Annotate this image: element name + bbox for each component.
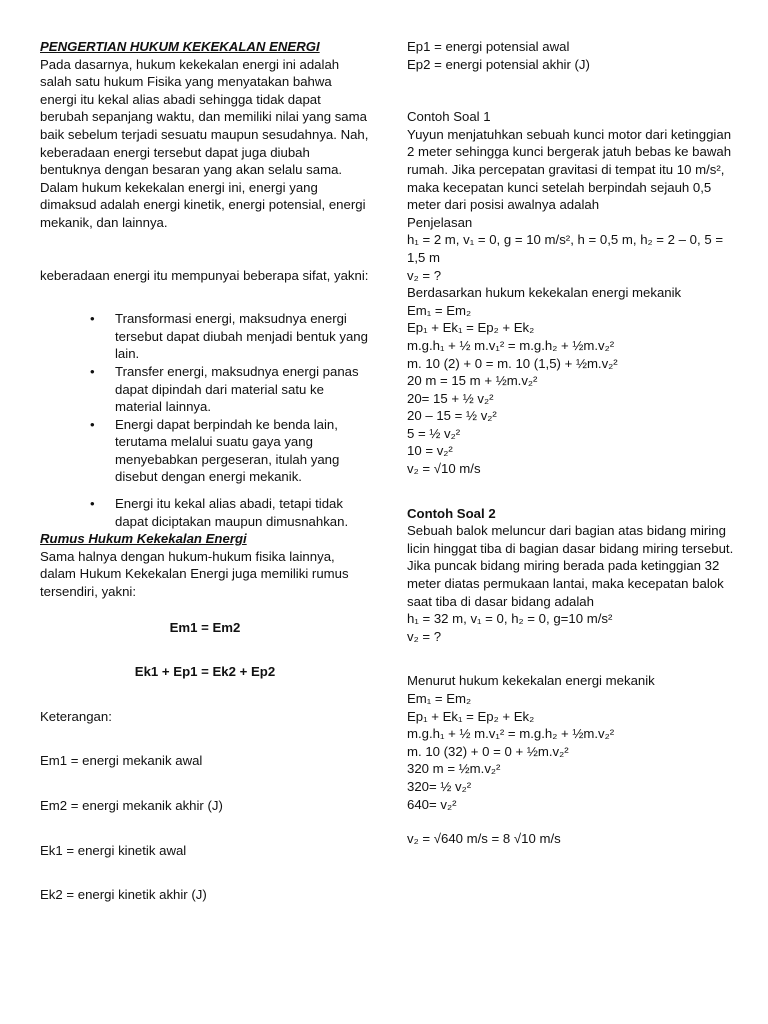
legend-item: Ep2 = energi potensial akhir (J) (407, 56, 590, 72)
solution-step: Ep₁ + Ek₁ = Ep₂ + Ek₂ (407, 320, 535, 336)
solution-step: 20= 15 + ½ v₂² (407, 390, 494, 406)
solution-step: m. 10 (2) + 0 = m. 10 (1,5) + ½m.v₂² (407, 355, 618, 371)
legend-item: Em1 = energi mekanik awal (40, 753, 203, 769)
soal2-title: Contoh Soal 2 (407, 505, 496, 521)
solution-step: 10 = v₂² (407, 443, 453, 459)
solution-step: m.g.h₁ + ½ m.v₁² = m.g.h₂ + ½m.v₂² (407, 726, 615, 742)
soal2-result: v₂ = √640 m/s = 8 √10 m/s (407, 831, 561, 847)
list-item: • Transfer energi, maksudnya energi panas dapat dipindah dari material satu ke material lainnya. (40, 363, 370, 416)
solution-step: Ep₁ + Ek₁ = Ep₂ + Ek₂ (407, 708, 535, 724)
solution-step: h₁ = 32 m, v₁ = 0, h₂ = 0, g=10 m/s² (407, 611, 613, 627)
penjelasan-label: Penjelasan (407, 214, 473, 230)
solution-step: Berdasarkan hukum kekekalan energi mekanik (407, 285, 682, 301)
solution-step: Em₁ = Em₂ (407, 302, 472, 318)
left-column (40, 38, 370, 904)
sifat-list (40, 310, 370, 530)
solution-step: 320 m = ½m.v₂² (407, 761, 501, 777)
solution-step: 640= v₂² (407, 796, 457, 812)
solution-step: v₂ = ? (407, 628, 442, 644)
list-item: • Transformasi energi, maksudnya energi tersebut dapat diubah menjadi bentuk yang lain. (40, 310, 370, 363)
list-item: • Energi itu kekal alias abadi, tetapi tidak dapat diciptakan maupun dimusnahkan. (40, 495, 370, 530)
legend-item: Em2 = energi mekanik akhir (J) (40, 798, 223, 813)
solution-step: h₁ = 2 m, v₁ = 0, g = 10 m/s², h = 0,5 m, h₂ = 2 – 0, 5 = 1,5 m (407, 232, 724, 265)
keterangan-label: Keterangan: (40, 708, 112, 724)
soal1-text: Yuyun menjatuhkan sebuah kunci motor dari ketinggian 2 meter sehingga kunci bergerak jatuh bebas ke bawah rumah. Jika percepatan gravitasi di tempat itu 10 m/s², maka kecepatan kunci setelah berpindah sejauh 0,5 meter dari posisi awalnya adalah (407, 126, 732, 213)
list-item: • Energi dapat berpindah ke benda lain, terutama melalui suatu gaya yang menyebabkan pergeseran, itulah yang disebut dengan energi mekanik. (40, 416, 370, 486)
rumus-intro: Sama halnya dengan hukum-hukum fisika lainnya, dalam Hukum Kekekalan Energi juga memiliki rumus tersendiri, yakni: (40, 548, 349, 600)
solution-step: Em₁ = Em₂ (407, 691, 472, 706)
right-column (407, 38, 737, 848)
legend-item: Ek1 = energi kinetik awal (40, 842, 187, 858)
rumus-title: Rumus Hukum Kekekalan Energi (40, 531, 247, 547)
legend-item: Ek2 = energi kinetik akhir (J) (40, 887, 207, 903)
equation-ek-ep: Ek1 + Ep1 = Ek2 + Ep2 (134, 664, 276, 680)
sifat-intro: keberadaan energi itu mempunyai beberapa sifat, yakni: (40, 267, 369, 283)
solution-step: m.g.h₁ + ½ m.v₁² = m.g.h₂ + ½m.v₂² (407, 337, 615, 353)
equation-em: Em1 = Em2 (169, 619, 241, 635)
soal2-text: Sebuah balok meluncur dari bagian atas bidang miring licin hinggat tiba di bagian dasar bidang miring tersebut. Jika puncak bidang miring berada pada ketinggian 32 meter diatas permukaan lantai, maka kecepatan balok saat tiba di dasar bidang adalah (407, 523, 734, 609)
legend-item: Ep1 = energi potensial awal (407, 39, 570, 54)
soal1-title: Contoh Soal 1 (407, 109, 491, 125)
solution-step: m. 10 (32) + 0 = 0 + ½m.v₂² (407, 743, 569, 759)
intro-paragraph: Pada dasarnya, hukum kekekalan energi ini adalah salah satu hukum Fisika yang menyatakan bahwa energi itu kekal alias abadi sehingga tidak dapat berubah sepanjang waktu, dan memiliki nilai yang sama baik sebelum terjadi sesuatu maupun sesudahnya. Nah, keberadaan energi tersebut dapat juga diubah bentuknya dengan besaran yang akan selalu sama. Dalam hukum kekekalan energi ini, energi yang dimaksud adalah energi kinetik, energi potensial, energi mekanik, dan lainnya. (40, 56, 369, 230)
solution-step: 5 = ½ v₂² (407, 425, 461, 441)
solution-step: Menurut hukum kekekalan energi mekanik (407, 673, 655, 689)
page-title: PENGERTIAN HUKUM KEKEKALAN ENERGI (40, 39, 320, 54)
solution-step: 20 m = 15 m + ½m.v₂² (407, 373, 538, 389)
solution-step: v₂ = √10 m/s (407, 461, 481, 477)
solution-step: 320= ½ v₂² (407, 778, 472, 794)
solution-step: v₂ = ? (407, 267, 442, 283)
solution-step: 20 – 15 = ½ v₂² (407, 408, 497, 424)
